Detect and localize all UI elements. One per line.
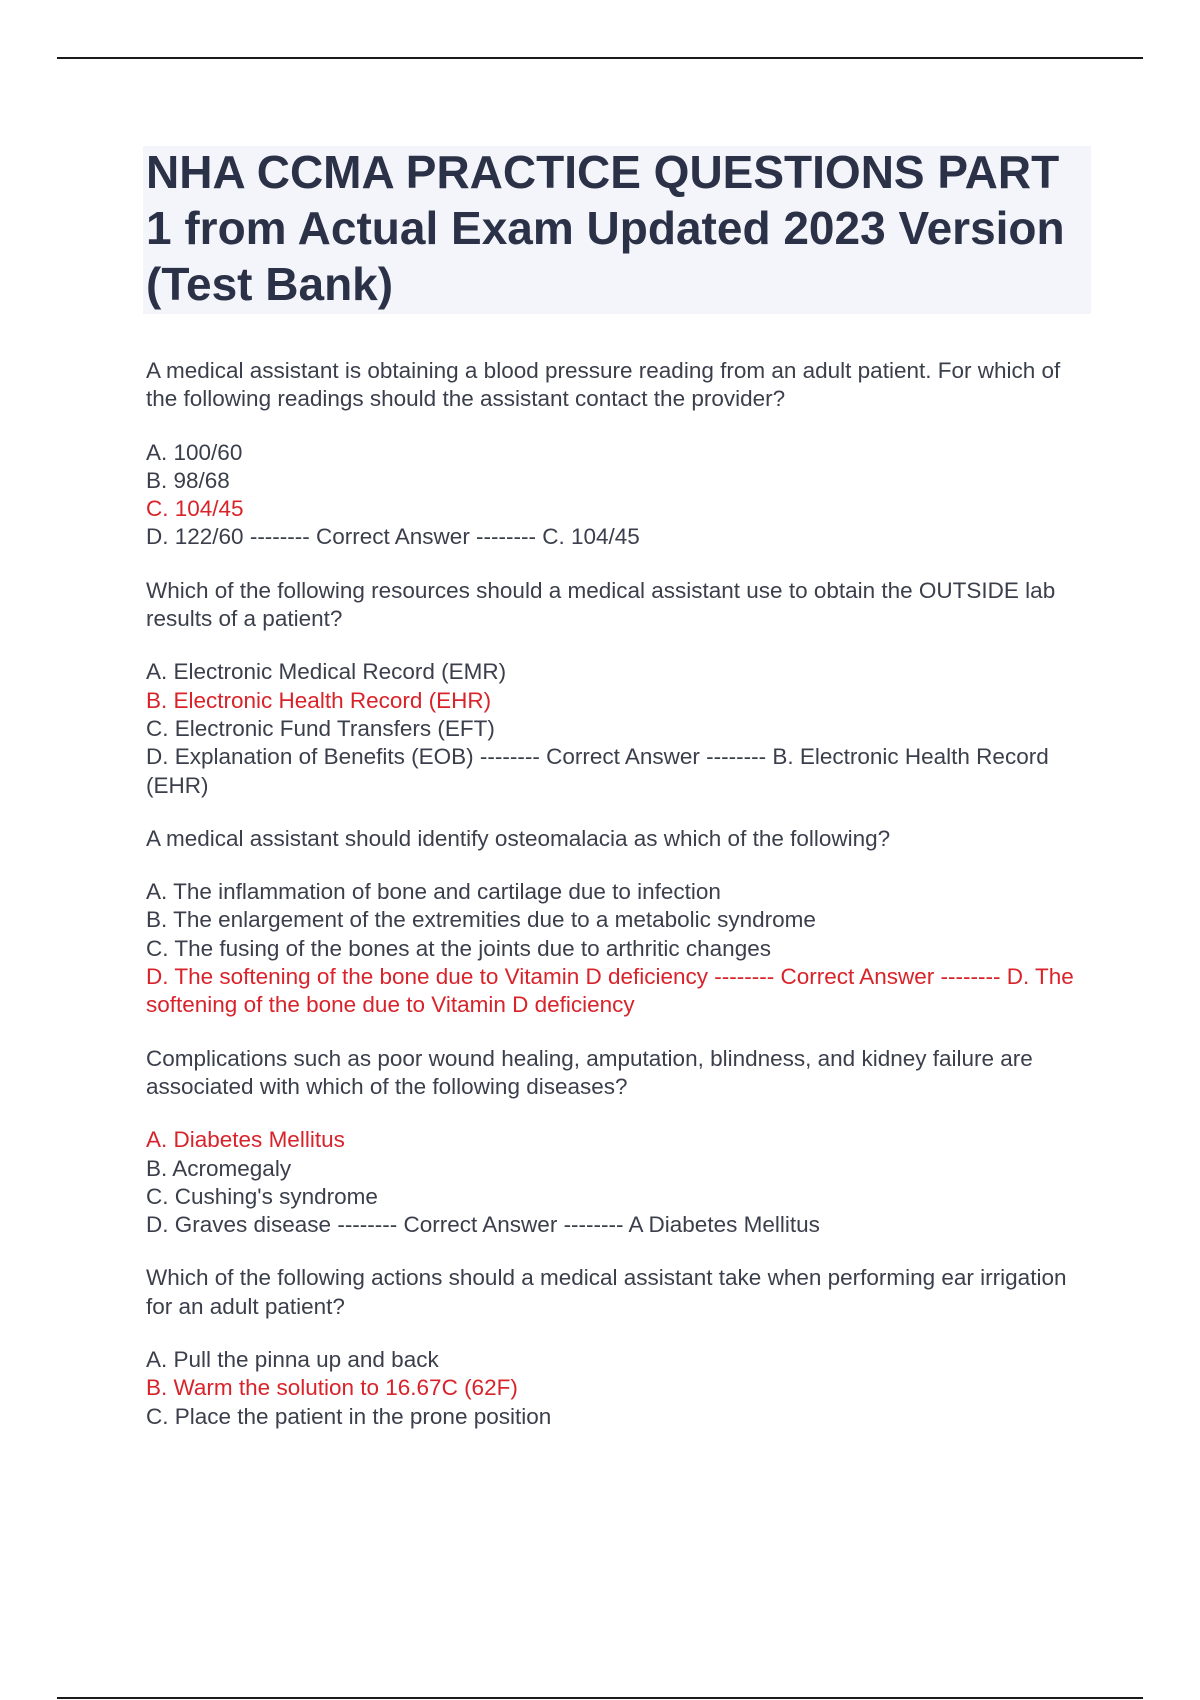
question-text: Which of the following resources should a medical assistant use to obtain the OUTSIDE lab results of a patient?: [146, 577, 1056, 632]
question-list: [146, 357, 1096, 1456]
question-5: [146, 1264, 1096, 1430]
top-rule: [57, 57, 1143, 59]
correct-answer-option: C. 104/45: [146, 496, 244, 522]
correct-answer-option: B. Electronic Health Record (EHR): [146, 687, 492, 713]
correct-answer-option: B. Warm the solution to 16.67C (62F): [146, 1375, 518, 1401]
answer-options: [146, 439, 1096, 552]
correct-answer-option-with-key: D. The softening of the bone due to Vitamin D deficiency -------- Correct Answer -------- D. The softening of the bone due to Vitamin D deficiency: [146, 964, 1074, 1018]
answer-option-with-key: D. Graves disease -------- Correct Answer -------- A Diabetes Mellitus: [146, 1212, 820, 1238]
question-text: A medical assistant is obtaining a blood pressure reading from an adult patient. For which of the following readings should the assistant contact the provider?: [146, 358, 1061, 412]
question-4: [146, 1045, 1096, 1240]
answer-options: [146, 1346, 1096, 1431]
answer-option-with-key: D. 122/60 -------- Correct Answer -------- C. 104/45: [146, 524, 640, 550]
answer-option: B. The enlargement of the extremities due to a metabolic syndrome: [146, 907, 816, 933]
question-3: [146, 825, 1096, 1020]
answer-option: C. Place the patient in the prone position: [146, 1403, 552, 1429]
answer-option: A. Electronic Medical Record (EMR): [146, 659, 507, 685]
document-title: NHA CCMA PRACTICE QUESTIONS PART 1 from Actual Exam Updated 2023 Version (Test Bank): [146, 146, 1065, 310]
answer-options: [146, 658, 1096, 799]
question-1: [146, 357, 1096, 552]
answer-option: C. Cushing's syndrome: [146, 1183, 378, 1209]
answer-option-with-key: D. Explanation of Benefits (EOB) -------- Correct Answer -------- B. Electronic Health Record (EHR): [146, 744, 1049, 798]
answer-options: [146, 1126, 1096, 1239]
question-text: A medical assistant should identify osteomalacia as which of the following?: [146, 825, 891, 851]
correct-answer-option: A. Diabetes Mellitus: [146, 1127, 345, 1153]
answer-option: C. Electronic Fund Transfers (EFT): [146, 715, 495, 741]
question-2: [146, 577, 1096, 800]
answer-option: A. Pull the pinna up and back: [146, 1347, 439, 1373]
answer-option: A. The inflammation of bone and cartilage due to infection: [146, 879, 721, 905]
answer-options: [146, 878, 1096, 1019]
answer-option: A. 100/60: [146, 439, 243, 465]
question-text: Which of the following actions should a medical assistant take when performing ear irrigation for an adult patient?: [146, 1265, 1067, 1319]
question-text: Complications such as poor wound healing, amputation, blindness, and kidney failure are associated with which of the following diseases?: [146, 1045, 1033, 1099]
bottom-rule: [57, 1697, 1143, 1699]
answer-option: B. Acromegaly: [146, 1155, 292, 1181]
answer-option: C. The fusing of the bones at the joints due to arthritic changes: [146, 935, 771, 961]
answer-option: B. 98/68: [146, 467, 230, 493]
